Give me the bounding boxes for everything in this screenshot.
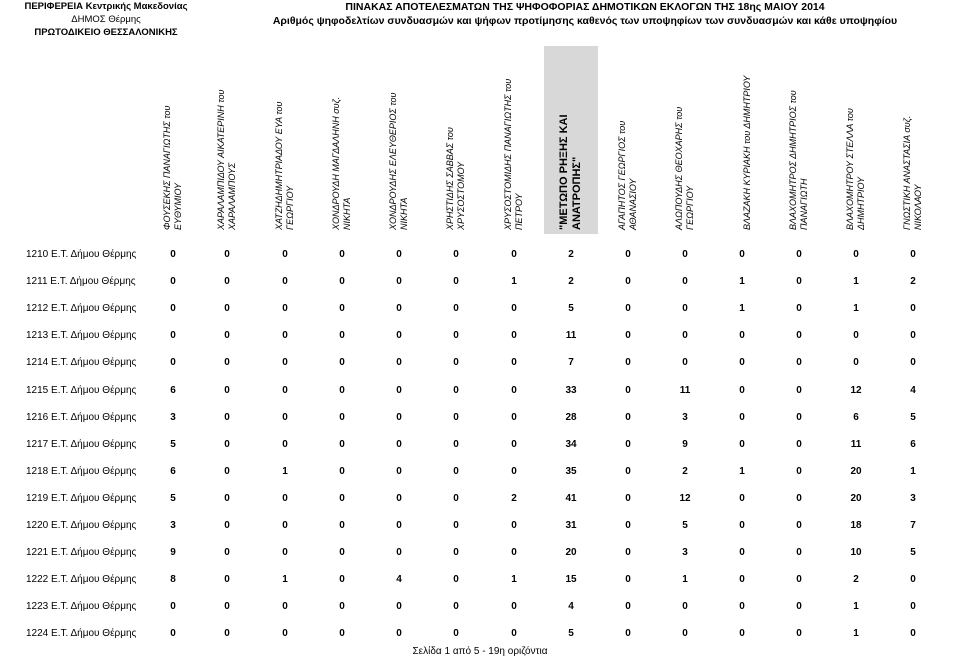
column-header-line1: ΧΑΤΖΗΔΗΜΗΤΡΙΑΔΟΥ ΕΥΑ του bbox=[274, 101, 284, 230]
vote-count-cell: 0 bbox=[282, 249, 288, 260]
table-row bbox=[0, 573, 960, 587]
vote-count-cell: 8 bbox=[170, 574, 176, 586]
column-header bbox=[544, 46, 598, 234]
vote-count-cell: 0 bbox=[339, 465, 345, 477]
vote-count-cell: 0 bbox=[170, 303, 176, 315]
vote-count-cell: 0 bbox=[224, 357, 230, 369]
vote-count-cell: 0 bbox=[625, 574, 631, 586]
vote-count-cell: 3 bbox=[170, 520, 176, 531]
vote-count-cell: 0 bbox=[625, 357, 631, 369]
vote-count-cell: 0 bbox=[625, 465, 631, 477]
vote-count-cell: 0 bbox=[282, 520, 288, 531]
vote-count-cell: 0 bbox=[796, 357, 802, 369]
vote-count-cell: 9 bbox=[682, 438, 688, 450]
vote-count-cell: 0 bbox=[910, 574, 916, 586]
polling-station-label: 1216 Ε.Τ. Δήμου Θέρμης bbox=[26, 411, 137, 423]
vote-count-cell: 0 bbox=[796, 438, 802, 450]
column-header-line2: ΧΡΥΣΟΣΤΟΜΟΥ bbox=[456, 161, 466, 230]
vote-count-cell: 4 bbox=[910, 384, 916, 396]
polling-station-label: 1217 Ε.Τ. Δήμου Θέρμης bbox=[26, 438, 137, 450]
vote-count-cell: 0 bbox=[282, 357, 288, 369]
vote-count-cell: 0 bbox=[625, 276, 631, 288]
vote-count-cell: 0 bbox=[339, 601, 345, 613]
vote-count-cell: 0 bbox=[796, 249, 802, 260]
table-row bbox=[0, 411, 960, 425]
vote-count-cell: 0 bbox=[224, 303, 230, 315]
column-header bbox=[148, 46, 198, 234]
header-left bbox=[6, 0, 206, 39]
vote-count-cell: 0 bbox=[739, 357, 745, 369]
vote-count-cell: 0 bbox=[910, 330, 916, 342]
vote-count-cell: 0 bbox=[511, 330, 517, 342]
vote-count-cell: 1 bbox=[739, 303, 745, 315]
column-header-line1: ΒΛΑΧΟΜΗΤΡΟΣ ΔΗΜΗΤΡΙΟΣ του bbox=[788, 90, 798, 230]
vote-count-cell: 6 bbox=[910, 438, 916, 450]
court-label: ΠΡΩΤΟΔΙΚΕΙΟ ΘΕΣΣΑΛΟΝΙΚΗΣ bbox=[34, 27, 178, 38]
column-header bbox=[603, 46, 653, 234]
polling-station-label: 1211 Ε.Τ. Δήμου Θέρμης bbox=[26, 276, 136, 288]
vote-count-cell: 0 bbox=[511, 303, 517, 315]
vote-count-cell: 0 bbox=[796, 303, 802, 315]
table-row bbox=[0, 248, 960, 262]
vote-count-cell: 0 bbox=[625, 303, 631, 315]
vote-count-cell: 0 bbox=[625, 438, 631, 450]
vote-count-cell: 0 bbox=[453, 357, 459, 369]
vote-count-cell: 3 bbox=[170, 411, 176, 423]
vote-count-cell: 0 bbox=[224, 438, 230, 450]
vote-count-cell: 0 bbox=[396, 384, 402, 396]
column-header bbox=[660, 46, 710, 234]
vote-count-cell: 0 bbox=[682, 303, 688, 315]
vote-count-cell: 41 bbox=[565, 492, 577, 504]
vote-count-cell: 0 bbox=[396, 438, 402, 450]
column-header-line2: ΕΥΘΥΜΙΟΥ bbox=[173, 182, 183, 230]
vote-count-cell: 0 bbox=[682, 357, 688, 369]
vote-count-cell: 0 bbox=[739, 249, 745, 260]
vote-count-cell: 9 bbox=[170, 547, 176, 559]
vote-count-cell: 0 bbox=[910, 628, 916, 640]
vote-count-cell: 0 bbox=[625, 601, 631, 613]
polling-station-label: 1219 Ε.Τ. Δήμου Θέρμης bbox=[26, 492, 137, 504]
table-row bbox=[0, 519, 960, 533]
vote-count-cell: 5 bbox=[910, 547, 916, 559]
table-row bbox=[0, 384, 960, 398]
vote-count-cell: 0 bbox=[396, 276, 402, 288]
vote-count-cell: 0 bbox=[396, 303, 402, 315]
vote-count-cell: 0 bbox=[682, 330, 688, 342]
vote-count-cell: 1 bbox=[853, 276, 859, 288]
vote-count-cell: 0 bbox=[453, 411, 459, 423]
table-row bbox=[0, 302, 960, 316]
vote-count-cell: 20 bbox=[565, 547, 577, 559]
column-header-line2: ΑΘΑΝΑΣΙΟΥ bbox=[628, 178, 638, 230]
column-header-line2: ΝΙΚΟΛΑΟΥ bbox=[913, 184, 923, 230]
column-header-line1: ΒΛΑΧΟΜΗΤΡΟΥ ΣΤΕΛΛΑ του bbox=[845, 108, 855, 230]
vote-count-cell: 0 bbox=[796, 574, 802, 586]
vote-count-cell: 28 bbox=[565, 411, 577, 423]
vote-count-cell: 2 bbox=[910, 276, 916, 288]
vote-count-cell: 0 bbox=[339, 547, 345, 559]
page-footer: Σελίδα 1 από 5 - 19η οριζόντια bbox=[412, 646, 548, 657]
vote-count-cell: 1 bbox=[910, 465, 916, 477]
vote-count-cell: 3 bbox=[682, 411, 688, 423]
vote-count-cell: 33 bbox=[565, 384, 577, 396]
column-header-line1: ΑΓΑΠΗΤΟΣ ΓΕΩΡΓΙΟΣ του bbox=[617, 120, 627, 230]
vote-count-cell: 1 bbox=[682, 574, 688, 586]
vote-count-cell: 0 bbox=[282, 330, 288, 342]
vote-count-cell: 0 bbox=[396, 330, 402, 342]
vote-count-cell: 0 bbox=[282, 384, 288, 396]
table-row bbox=[0, 329, 960, 343]
vote-count-cell: 0 bbox=[339, 330, 345, 342]
vote-count-cell: 0 bbox=[170, 330, 176, 342]
vote-count-cell: 0 bbox=[224, 547, 230, 559]
vote-count-cell: 0 bbox=[511, 249, 517, 260]
vote-count-cell: 0 bbox=[739, 520, 745, 531]
vote-count-cell: 0 bbox=[910, 601, 916, 613]
vote-count-cell: 0 bbox=[625, 628, 631, 640]
vote-count-cell: 20 bbox=[850, 465, 862, 477]
vote-count-cell: 0 bbox=[682, 276, 688, 288]
vote-count-cell: 0 bbox=[224, 465, 230, 477]
vote-count-cell: 20 bbox=[850, 492, 862, 504]
polling-station-label: 1214 Ε.Τ. Δήμου Θέρμης bbox=[26, 357, 137, 369]
vote-count-cell: 0 bbox=[224, 276, 230, 288]
column-header-line2: ΓΕΩΡΓΙΟΥ bbox=[285, 185, 295, 230]
vote-count-cell: 0 bbox=[339, 574, 345, 586]
vote-count-cell: 0 bbox=[453, 628, 459, 640]
vote-count-cell: 0 bbox=[853, 357, 859, 369]
vote-count-cell: 0 bbox=[339, 438, 345, 450]
vote-count-cell: 0 bbox=[625, 547, 631, 559]
vote-count-cell: 6 bbox=[853, 411, 859, 423]
vote-count-cell: 15 bbox=[565, 574, 577, 586]
table-row bbox=[0, 438, 960, 452]
vote-count-cell: 0 bbox=[453, 330, 459, 342]
vote-count-cell: 5 bbox=[682, 520, 688, 531]
vote-count-cell: 0 bbox=[396, 249, 402, 260]
vote-count-cell: 0 bbox=[453, 249, 459, 260]
vote-count-cell: 0 bbox=[910, 357, 916, 369]
polling-station-label: 1215 Ε.Τ. Δήμου Θέρμης bbox=[26, 384, 137, 396]
column-header bbox=[374, 46, 424, 234]
vote-count-cell: 0 bbox=[739, 492, 745, 504]
vote-count-cell: 0 bbox=[282, 628, 288, 640]
vote-count-cell: 0 bbox=[396, 601, 402, 613]
vote-count-cell: 0 bbox=[739, 547, 745, 559]
vote-count-cell: 0 bbox=[511, 601, 517, 613]
vote-count-cell: 0 bbox=[796, 411, 802, 423]
column-header bbox=[831, 46, 881, 234]
column-header bbox=[774, 46, 824, 234]
vote-count-cell: 2 bbox=[511, 492, 517, 504]
vote-count-cell: 0 bbox=[339, 411, 345, 423]
vote-count-cell: 0 bbox=[511, 628, 517, 640]
vote-count-cell: 0 bbox=[396, 465, 402, 477]
vote-count-cell: 0 bbox=[282, 303, 288, 315]
vote-count-cell: 0 bbox=[511, 384, 517, 396]
vote-count-cell: 0 bbox=[453, 601, 459, 613]
vote-count-cell: 0 bbox=[396, 520, 402, 531]
table-row bbox=[0, 492, 960, 506]
vote-count-cell: 0 bbox=[224, 492, 230, 504]
vote-count-cell: 6 bbox=[170, 465, 176, 477]
vote-count-cell: 35 bbox=[565, 465, 577, 477]
vote-count-cell: 1 bbox=[739, 276, 745, 288]
vote-count-cell: 0 bbox=[453, 276, 459, 288]
column-header bbox=[489, 46, 539, 234]
vote-count-cell: 2 bbox=[568, 276, 574, 288]
vote-count-cell: 0 bbox=[170, 628, 176, 640]
region-label: ΠΕΡΙΦΕΡΕΙΑ Κεντρικής Μακεδονίας bbox=[24, 1, 188, 12]
vote-count-cell: 0 bbox=[739, 384, 745, 396]
column-header bbox=[317, 46, 367, 234]
table-row bbox=[0, 356, 960, 370]
vote-count-cell: 0 bbox=[796, 628, 802, 640]
vote-count-cell: 0 bbox=[739, 628, 745, 640]
vote-count-cell: 0 bbox=[796, 601, 802, 613]
vote-count-cell: 0 bbox=[511, 357, 517, 369]
column-header-line2: ΓΕΩΡΓΙΟΥ bbox=[685, 185, 695, 230]
page-title: ΠΙΝΑΚΑΣ ΑΠΟΤΕΛΕΣΜΑΤΩΝ ΤΗΣ ΨΗΦΟΦΟΡΙΑΣ ΔΗΜΟΤΙΚΩΝ ΕΚΛΟΓΩΝ ΤΗΣ 18ης ΜΑΙΟΥ 2014 bbox=[345, 1, 825, 13]
vote-count-cell: 0 bbox=[739, 574, 745, 586]
vote-count-cell: 1 bbox=[282, 465, 288, 477]
table-row bbox=[0, 627, 960, 641]
vote-count-cell: 0 bbox=[339, 276, 345, 288]
vote-count-cell: 0 bbox=[853, 249, 859, 260]
vote-count-cell: 4 bbox=[568, 601, 574, 613]
vote-count-cell: 0 bbox=[796, 330, 802, 342]
vote-count-cell: 0 bbox=[625, 330, 631, 342]
municipality-label: ΔΗΜΟΣ Θέρμης bbox=[71, 14, 141, 25]
column-header-line1: ΧΡΥΣΟΣΤΟΜΙΔΗΣ ΠΑΝΑΓΙΩΤΗΣ του bbox=[503, 78, 513, 230]
vote-count-cell: 12 bbox=[679, 492, 691, 504]
vote-count-cell: 0 bbox=[625, 492, 631, 504]
vote-count-cell: 5 bbox=[170, 492, 176, 504]
polling-station-label: 1220 Ε.Τ. Δήμου Θέρμης bbox=[26, 520, 137, 531]
vote-count-cell: 0 bbox=[170, 249, 176, 260]
vote-count-cell: 0 bbox=[625, 249, 631, 260]
polling-station-label: 1218 Ε.Τ. Δήμου Θέρμης bbox=[26, 465, 137, 477]
vote-count-cell: 11 bbox=[850, 438, 862, 450]
vote-count-cell: 0 bbox=[170, 357, 176, 369]
vote-count-cell: 0 bbox=[453, 465, 459, 477]
vote-count-cell: 2 bbox=[682, 465, 688, 477]
polling-station-label: 1213 Ε.Τ. Δήμου Θέρμης bbox=[26, 330, 137, 342]
column-header-line1: ΧΡΗΣΤΙΔΗΣ ΣΑΒΒΑΣ του bbox=[445, 127, 455, 230]
vote-count-cell: 0 bbox=[339, 384, 345, 396]
table-row bbox=[0, 275, 960, 289]
vote-count-cell: 0 bbox=[170, 276, 176, 288]
vote-count-cell: 0 bbox=[339, 303, 345, 315]
column-header-line2: ΑΝΑΤΡΟΠΗΣ" bbox=[571, 156, 583, 230]
vote-count-cell: 0 bbox=[453, 547, 459, 559]
vote-count-cell: 0 bbox=[682, 249, 688, 260]
vote-count-cell: 1 bbox=[853, 601, 859, 613]
vote-count-cell: 0 bbox=[910, 303, 916, 315]
vote-count-cell: 12 bbox=[850, 384, 862, 396]
vote-count-cell: 31 bbox=[565, 520, 577, 531]
vote-count-cell: 0 bbox=[453, 438, 459, 450]
column-header-line2: ΧΑΡΑΛΑΜΠΟΥΣ bbox=[227, 162, 237, 230]
vote-count-cell: 0 bbox=[796, 276, 802, 288]
vote-count-cell: 0 bbox=[511, 411, 517, 423]
vote-count-cell: 0 bbox=[339, 492, 345, 504]
column-header bbox=[260, 46, 310, 234]
vote-count-cell: 0 bbox=[224, 628, 230, 640]
vote-count-cell: 0 bbox=[282, 547, 288, 559]
vote-count-cell: 0 bbox=[910, 249, 916, 260]
table-row bbox=[0, 600, 960, 614]
vote-count-cell: 0 bbox=[282, 492, 288, 504]
vote-count-cell: 0 bbox=[339, 249, 345, 260]
column-header-line2: ΝΙΚΗΤΑ bbox=[342, 197, 352, 230]
vote-count-cell: 0 bbox=[796, 547, 802, 559]
vote-count-cell: 0 bbox=[796, 492, 802, 504]
vote-count-cell: 11 bbox=[679, 384, 691, 396]
vote-count-cell: 0 bbox=[339, 357, 345, 369]
vote-count-cell: 5 bbox=[568, 303, 574, 315]
vote-count-cell: 5 bbox=[170, 438, 176, 450]
vote-count-cell: 0 bbox=[511, 438, 517, 450]
vote-count-cell: 0 bbox=[739, 411, 745, 423]
vote-count-cell: 0 bbox=[511, 520, 517, 531]
vote-count-cell: 0 bbox=[625, 411, 631, 423]
vote-count-cell: 0 bbox=[511, 465, 517, 477]
vote-count-cell: 5 bbox=[910, 411, 916, 423]
vote-count-cell: 0 bbox=[739, 330, 745, 342]
vote-count-cell: 0 bbox=[625, 384, 631, 396]
vote-count-cell: 0 bbox=[739, 601, 745, 613]
vote-count-cell: 2 bbox=[853, 574, 859, 586]
vote-count-cell: 0 bbox=[282, 411, 288, 423]
page-subtitle: Αριθμός ψηφοδελτίων συνδυασμών και ψήφων προτίμησης καθενός των υποψηφίων των συνδυασμών και κάθε υποψηφίου bbox=[272, 15, 898, 27]
table-row bbox=[0, 546, 960, 560]
polling-station-label: 1222 Ε.Τ. Δήμου Θέρμης bbox=[26, 574, 137, 586]
vote-count-cell: 0 bbox=[224, 384, 230, 396]
vote-count-cell: 0 bbox=[453, 520, 459, 531]
vote-count-cell: 0 bbox=[396, 492, 402, 504]
vote-count-cell: 0 bbox=[396, 628, 402, 640]
vote-count-cell: 6 bbox=[170, 384, 176, 396]
column-header-line2: ΠΕΤΡΟΥ bbox=[514, 193, 524, 230]
vote-count-cell: 0 bbox=[224, 330, 230, 342]
vote-count-cell: 10 bbox=[850, 547, 862, 559]
vote-count-cell: 5 bbox=[568, 628, 574, 640]
vote-count-cell: 0 bbox=[682, 628, 688, 640]
vote-count-cell: 0 bbox=[796, 465, 802, 477]
polling-station-label: 1210 Ε.Τ. Δήμου Θέρμης bbox=[26, 249, 137, 260]
vote-count-cell: 0 bbox=[853, 330, 859, 342]
vote-count-cell: 0 bbox=[224, 249, 230, 260]
vote-count-cell: 0 bbox=[796, 384, 802, 396]
vote-count-cell: 4 bbox=[396, 574, 402, 586]
vote-count-cell: 7 bbox=[568, 357, 574, 369]
column-header-line1: "ΜΕΤΩΠΟ ΡΗΞΗΣ ΚΑΙ bbox=[558, 114, 570, 230]
column-header-line1: ΧΟΝΔΡΟΥΔΗ ΜΑΓΔΑΛΗΝΗ συζ. bbox=[331, 96, 341, 230]
vote-count-cell: 0 bbox=[396, 357, 402, 369]
vote-count-cell: 0 bbox=[453, 574, 459, 586]
column-header-line1: ΦΟΥΣΕΚΗΣ ΠΑΝΑΓΙΩΤΗΣ του bbox=[162, 105, 172, 230]
column-header-line1: ΑΛΩΠΟΥΔΗΣ ΘΕΟΧΑΡΗΣ του bbox=[674, 106, 684, 230]
vote-count-cell: 0 bbox=[224, 520, 230, 531]
vote-count-cell: 1 bbox=[282, 574, 288, 586]
vote-count-cell: 0 bbox=[396, 411, 402, 423]
vote-count-cell: 0 bbox=[282, 438, 288, 450]
vote-count-cell: 0 bbox=[396, 547, 402, 559]
vote-count-cell: 7 bbox=[910, 520, 916, 531]
vote-count-cell: 0 bbox=[339, 520, 345, 531]
column-header-line1: ΧΑΡΑΛΑΜΠΙΔΟΥ ΑΙΚΑΤΕΡΙΝΗ του bbox=[216, 89, 226, 230]
vote-count-cell: 0 bbox=[453, 384, 459, 396]
column-header-line1: ΒΛΑΖΑΚΗ ΚΥΡΙΑΚΗ του ΔΗΜΗΤΡΙΟΥ bbox=[742, 75, 752, 230]
vote-count-cell: 3 bbox=[910, 492, 916, 504]
header-center bbox=[210, 0, 960, 28]
polling-station-label: 1212 Ε.Τ. Δήμου Θέρμης bbox=[26, 303, 137, 315]
vote-count-cell: 0 bbox=[511, 547, 517, 559]
vote-count-cell: 2 bbox=[568, 249, 574, 260]
column-header bbox=[202, 46, 252, 234]
table-row bbox=[0, 465, 960, 479]
vote-count-cell: 18 bbox=[850, 520, 862, 531]
vote-count-cell: 1 bbox=[739, 465, 745, 477]
column-header bbox=[431, 46, 481, 234]
vote-count-cell: 0 bbox=[224, 574, 230, 586]
vote-count-cell: 1 bbox=[511, 574, 517, 586]
vote-count-cell: 0 bbox=[682, 601, 688, 613]
vote-count-cell: 0 bbox=[224, 411, 230, 423]
column-header-line2: ΔΗΜΗΤΡΙΟΥ bbox=[856, 176, 866, 230]
vote-count-cell: 34 bbox=[565, 438, 577, 450]
vote-count-cell: 0 bbox=[796, 520, 802, 531]
vote-count-cell: 0 bbox=[282, 276, 288, 288]
vote-count-cell: 0 bbox=[282, 601, 288, 613]
column-header-line2: ΠΑΝΑΓΙΩΤΗ bbox=[799, 178, 809, 230]
vote-count-cell: 0 bbox=[170, 601, 176, 613]
vote-count-cell: 0 bbox=[453, 303, 459, 315]
column-header bbox=[888, 46, 938, 234]
vote-count-cell: 0 bbox=[453, 492, 459, 504]
vote-count-cell: 0 bbox=[339, 628, 345, 640]
polling-station-label: 1221 Ε.Τ. Δήμου Θέρμης bbox=[26, 547, 137, 559]
column-header-line1: ΓΝΩΣΤΙΚΗ ΑΝΑΣΤΑΣΙΑ συζ. bbox=[902, 115, 912, 230]
column-header-line2: ΝΙΚΗΤΑ bbox=[399, 197, 409, 230]
vote-count-cell: 0 bbox=[625, 520, 631, 531]
polling-station-label: 1223 Ε.Τ. Δήμου Θέρμης bbox=[26, 601, 137, 613]
vote-count-cell: 1 bbox=[853, 303, 859, 315]
vote-count-cell: 3 bbox=[682, 547, 688, 559]
vote-count-cell: 0 bbox=[739, 438, 745, 450]
column-header-line1: ΧΟΝΔΡΟΥΔΗΣ ΕΛΕΥΘΕΡΙΟΣ του bbox=[388, 92, 398, 230]
vote-count-cell: 0 bbox=[224, 601, 230, 613]
vote-count-cell: 1 bbox=[511, 276, 517, 288]
vote-count-cell: 11 bbox=[565, 330, 577, 342]
vote-count-cell: 1 bbox=[853, 628, 859, 640]
polling-station-label: 1224 Ε.Τ. Δήμου Θέρμης bbox=[26, 628, 137, 640]
column-header bbox=[717, 46, 767, 234]
